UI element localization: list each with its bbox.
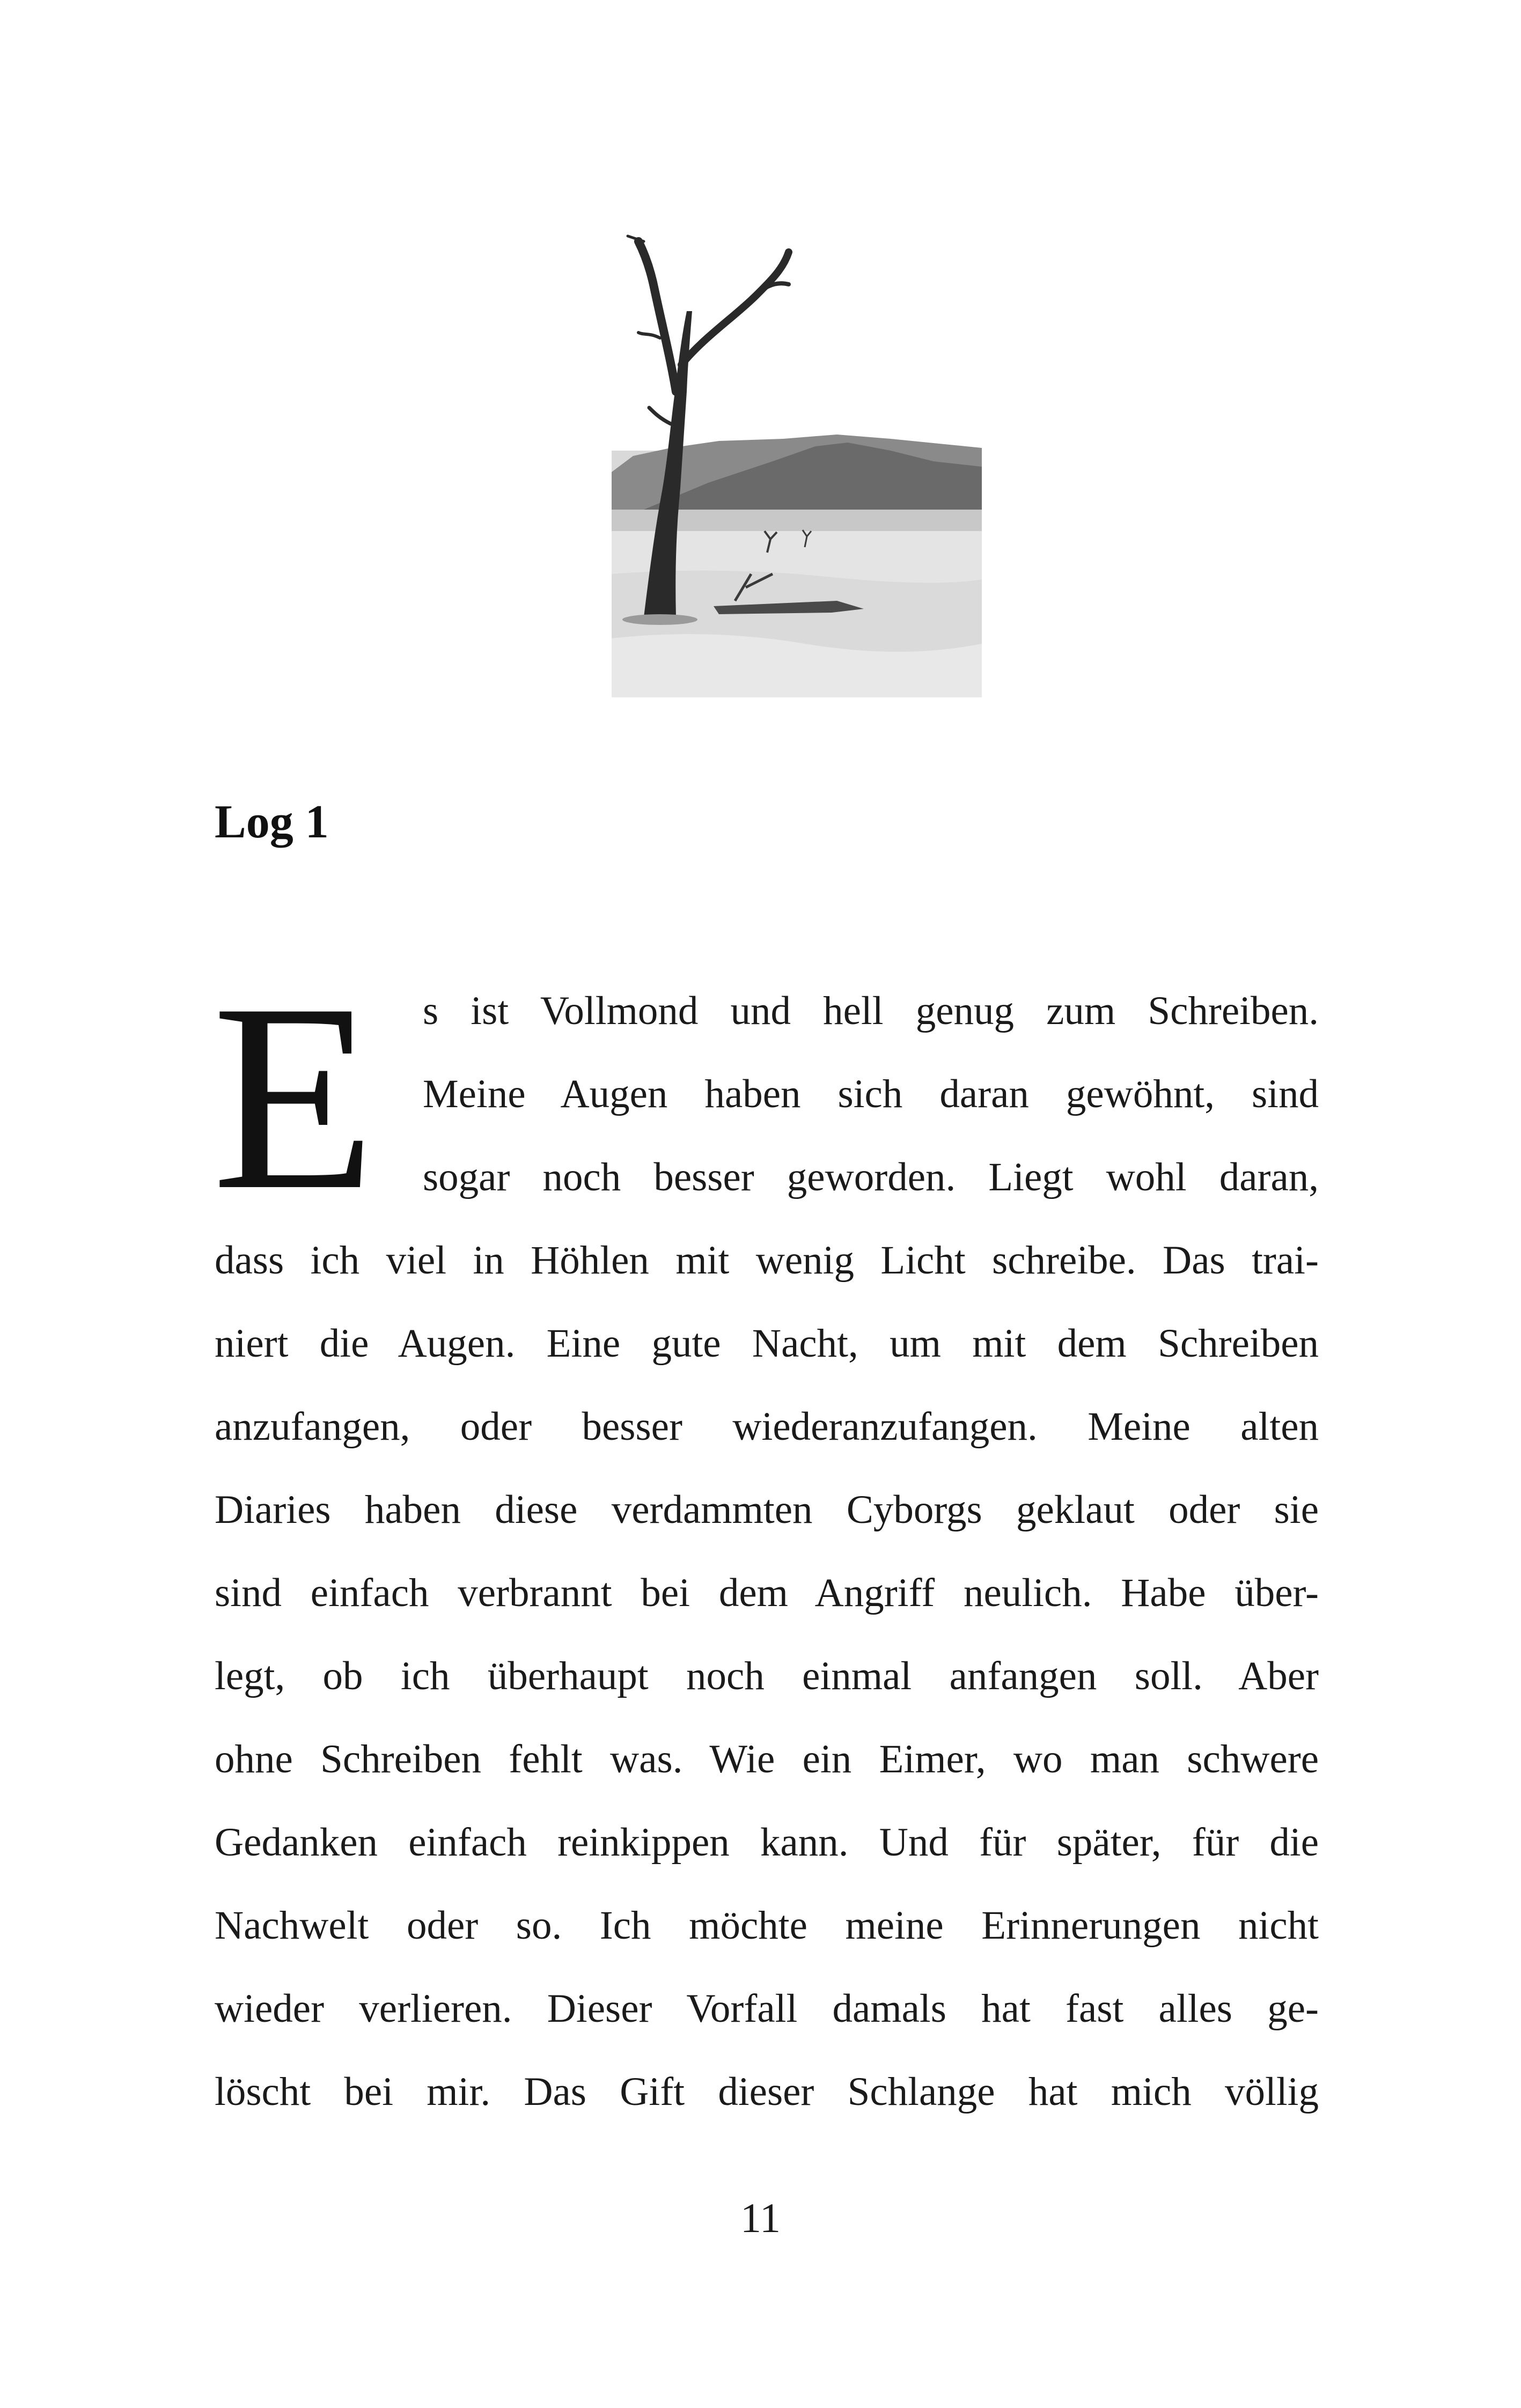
body-line: Gedanken einfach reinkippen kann. Und für später, für die — [215, 1820, 1319, 1865]
drop-cap-letter: E — [212, 948, 376, 1246]
body-line: Diaries haben diese verdammten Cyborgs geklaut oder sie — [215, 1487, 1319, 1532]
body-line: wieder verlieren. Dieser Vorfall damals hat fast alles ge- — [215, 1986, 1319, 2031]
body-line: löscht bei mir. Das Gift dieser Schlange hat mich völlig — [215, 2070, 1319, 2114]
page-number: 11 — [740, 2195, 781, 2241]
desert-tree-illustration — [612, 231, 982, 697]
body-line: s ist Vollmond und hell genug zum Schreiben. — [423, 989, 1319, 1033]
body-line: Meine Augen haben sich daran gewöhnt, sind — [423, 1072, 1319, 1116]
body-line: niert die Augen. Eine gute Nacht, um mit dem Schreiben — [215, 1321, 1319, 1366]
body-line: legt, ob ich überhaupt noch einmal anfangen soll. Aber — [215, 1654, 1319, 1698]
body-line: sind einfach verbrannt bei dem Angriff neulich. Habe über- — [215, 1571, 1319, 1615]
body-line: Nachwelt oder so. Ich möchte meine Erinnerungen nicht — [215, 1903, 1319, 1948]
body-line: ohne Schreiben fehlt was. Wie ein Eimer, wo man schwere — [215, 1737, 1319, 1781]
body-line: dass ich viel in Höhlen mit wenig Licht schreibe. Das trai- — [215, 1238, 1319, 1283]
body-line: anzufangen, oder besser wiederanzufangen. Meine alten — [215, 1404, 1319, 1449]
chapter-heading: Log 1 — [215, 796, 329, 848]
body-line: sogar noch besser geworden. Liegt wohl daran, — [423, 1155, 1319, 1199]
dead-tree-desert-image — [612, 231, 982, 697]
